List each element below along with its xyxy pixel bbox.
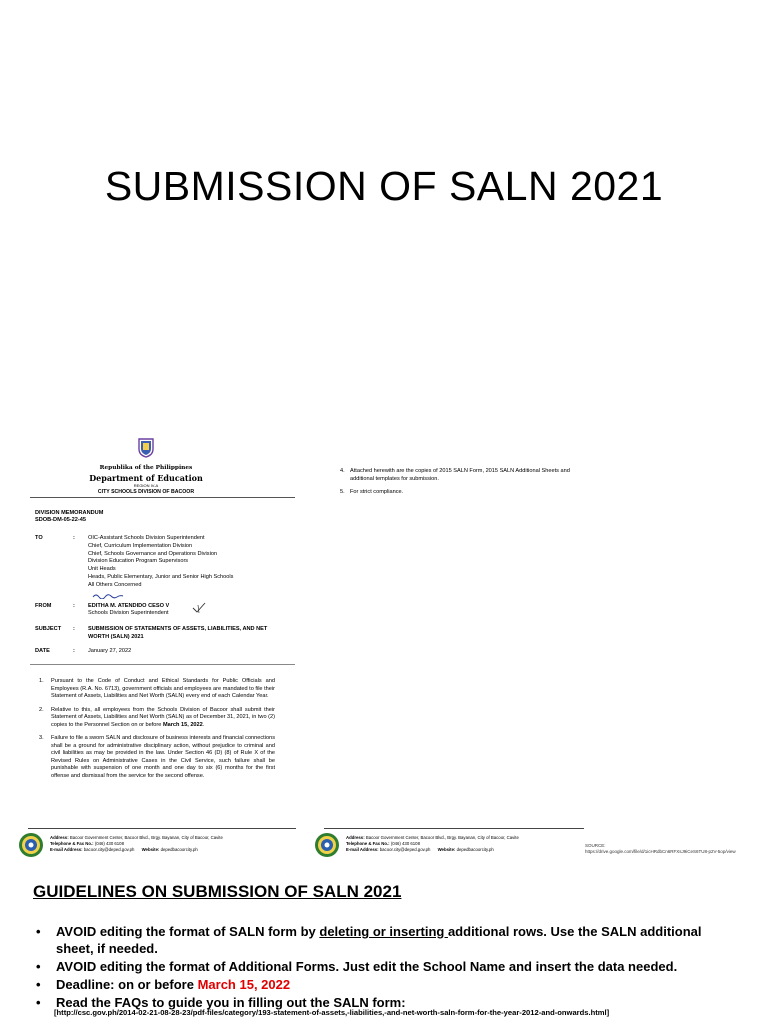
recipient: All Others Concerned — [88, 581, 142, 588]
phone-value: (046) 430 6108 — [94, 841, 124, 847]
paragraph-text-part: . — [202, 721, 205, 728]
email-value: bacoor.city@deped.gov.ph — [83, 847, 135, 853]
paragraph-text: For strict compliance. — [350, 489, 404, 496]
memo-paragraph — [340, 468, 570, 483]
footer-divider — [28, 828, 296, 829]
letterhead-division: CITY SCHOOLS DIVISION OF BACOOR — [97, 489, 195, 495]
phone-label: Telephone & Fax No.: — [50, 841, 94, 847]
letterhead-region: REGION IV-A — [133, 483, 159, 488]
faq-link[interactable]: [http://csc.gov.ph/2014-02-21-08-28-23/pdf-files/category/193-statement-of-assets,-liabilities,-and-net-worth-saln-form-for-the-year-2012-and-onwards.html] — [54, 1008, 610, 1017]
memo-date: January 27, 2022 — [88, 648, 132, 654]
address-label: Address: — [50, 835, 69, 840]
guideline-item — [30, 958, 740, 975]
date-label: DATE — [35, 648, 50, 654]
website-value: depedbacoorcity.ph — [160, 847, 198, 853]
recipient: Unit Heads — [88, 566, 116, 573]
recipient: Division Education Program Supervisors — [88, 558, 189, 565]
memo-paragraph — [35, 735, 275, 780]
slide-title: SUBMISSION OF SALN 2021 — [104, 163, 664, 209]
bullet-icon: • — [36, 995, 41, 1010]
header-divider — [30, 664, 295, 665]
paragraph-number: 2. — [39, 706, 44, 713]
guideline-item — [30, 976, 740, 993]
address-value: Bacoor Government Center, Bacoor Blvd., Brgy. Bayanan, City of Bacoor, Cavite — [69, 835, 223, 840]
guideline-item — [30, 923, 740, 957]
signature-scribble-icon — [92, 593, 124, 599]
paragraph-number: 3. — [39, 735, 44, 742]
paragraph-number: 5. — [340, 489, 345, 496]
to-colon: : — [73, 535, 75, 541]
source-label: SOURCE: — [585, 843, 606, 848]
subject-text: SUBMISSION OF STATEMENTS OF ASSETS, LIABILITIES, AND NET WORTH (SALN) 2021 — [88, 626, 268, 640]
guideline-text: AVOID editing the format of SALN form by — [56, 924, 320, 939]
footer-contact — [50, 835, 223, 854]
memo-body — [35, 678, 275, 787]
footer-contact — [346, 835, 519, 854]
recipient: Heads, Public Elementary, Junior and Senior High Schools — [88, 573, 234, 580]
email-label: E-mail Address: — [346, 847, 379, 853]
memo-number: SDOB-DM-05-22-45 — [35, 517, 86, 523]
guidelines-title: GUIDELINES ON SUBMISSION OF SALN 2021 — [33, 882, 402, 901]
division-logo-icon — [314, 832, 340, 858]
paragraph-number: 4. — [340, 468, 345, 474]
memo-footer — [28, 828, 296, 862]
memo-footer — [324, 828, 584, 862]
paragraph-text: Failure to file a sworn SALN and disclosure of business interests and financial connections shall be a ground for administrative disciplinary action, without prejudice to criminal and civil liabilities as may be provided in the law. Under Section 46 (D) (8) of Rule X of the Revised Rules on Administrative Cases in the Civil Service, such failure shall be punishable with suspension of one month and one day to six (6) months for the first offense and dismissal from the service for the second offense. — [51, 735, 275, 780]
subject-colon: : — [73, 626, 75, 632]
initial-mark-icon — [192, 602, 206, 614]
address-value: Bacoor Government Center, Bacoor Blvd., Brgy. Bayanan, City of Bacoor, Cavite — [365, 835, 519, 840]
from-label: FROM — [35, 603, 52, 609]
deadline-date: March 15, 2022 — [197, 977, 291, 992]
paragraph-text — [51, 707, 275, 730]
recipient: Chief, Curriculum Implementation Division — [88, 542, 193, 549]
paragraph-number: 1. — [39, 678, 44, 684]
website-label: Website: — [141, 847, 160, 853]
guideline-text: additional rows. Use the SALN additional sheet, if needed. — [56, 924, 702, 956]
memo-paragraph — [35, 707, 275, 730]
memo-page-2 — [340, 468, 570, 503]
from-name: EDITHA M. ATENDIDO CESO V — [88, 603, 170, 609]
bullet-icon: • — [36, 924, 41, 939]
phone-label: Telephone & Fax No.: — [346, 841, 390, 847]
letterhead-republic: Republika of the Philippines — [99, 465, 193, 471]
memo-paragraph — [35, 678, 275, 701]
website-value: depedbacoorcity.ph — [456, 847, 494, 853]
deped-seal-icon — [137, 438, 155, 458]
paragraph-text: Attached herewith are the copies of 2015 SALN Form, 2015 SALN Additional Sheets and additional templates for submission. — [350, 468, 570, 482]
phone-value: (046) 430 6108 — [390, 841, 420, 847]
address-label: Address: — [346, 835, 365, 840]
division-logo-icon — [18, 832, 44, 858]
guideline-emphasis: deleting or inserting — [319, 924, 448, 939]
memo-paragraph — [340, 489, 570, 497]
from-title: Schools Division Superintendent — [88, 610, 169, 616]
guideline-text: Read the FAQs to guide you in filling out the SALN form: — [56, 995, 406, 1010]
paragraph-text-part: Relative to this, all employees from the Schools Division of Bacoor shall submit their Statement of Assets, Liabilities and Net Worth (SALN) as of December 31, 2021, in two (2) copies to the Personnel Section on or before — [51, 706, 275, 728]
guideline-text: Deadline: on or before — [56, 977, 198, 992]
memo-page-1 — [30, 432, 295, 862]
email-value: bacoor.city@deped.gov.ph — [379, 847, 431, 853]
letterhead-department: Department of Education — [89, 473, 203, 483]
to-label: TO — [35, 535, 43, 541]
source-note — [585, 843, 765, 855]
recipient: OIC-Assistant Schools Division Superintendent — [88, 535, 205, 541]
memo-type: DIVISION MEMORANDUM — [35, 510, 104, 516]
to-recipient-list — [88, 535, 233, 590]
guidelines-list — [30, 923, 740, 1012]
letterhead-divider — [30, 497, 295, 498]
date-colon: : — [73, 648, 75, 654]
footer-divider — [324, 828, 584, 829]
subject-label: SUBJECT — [35, 626, 62, 632]
website-label: Website: — [437, 847, 456, 853]
deadline-date: March 15, 2022 — [162, 721, 203, 728]
recipient: Chief, Schools Governance and Operations Division — [88, 550, 218, 557]
guideline-text: AVOID editing the format of Additional Forms. Just edit the School Name and insert the data needed. — [56, 959, 678, 974]
paragraph-text: Pursuant to the Code of Conduct and Ethical Standards for Public Officials and Employees (R.A. No. 6713), government officials and employees are mandated to file their Statement of Assets, Liabilities and Net Worth (SALN) every end of each Calendar Year. — [51, 678, 275, 700]
from-colon: : — [73, 603, 75, 609]
bullet-icon: • — [36, 959, 41, 974]
email-label: E-mail Address: — [50, 847, 83, 853]
source-url[interactable]: https://drive.google.com/file/d/1icHRdbCn6RFXsJ9iCeS6TU8-p2V-5op/view — [585, 849, 736, 854]
bullet-icon: • — [36, 977, 41, 992]
